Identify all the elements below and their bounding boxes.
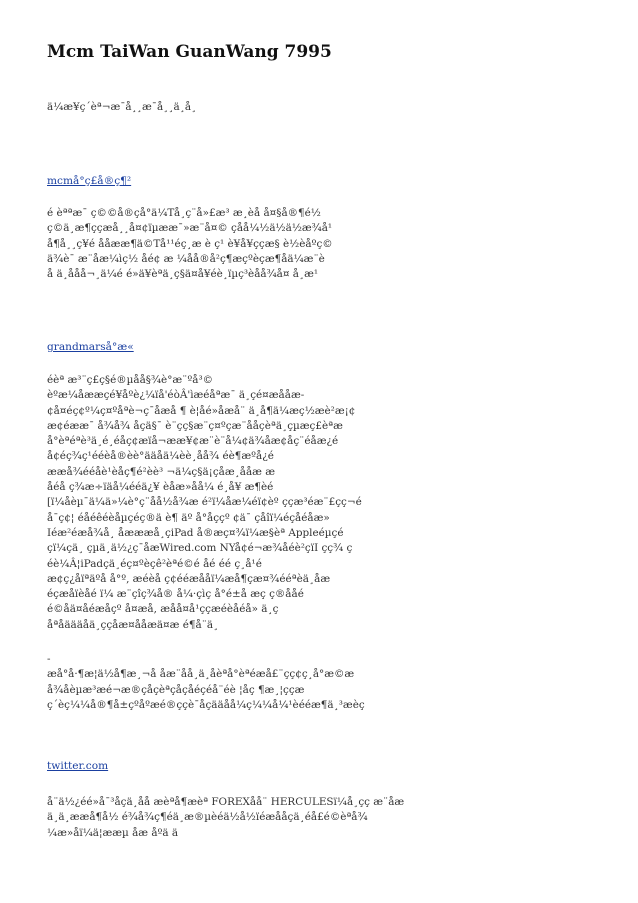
intro-paragraph: ä¼æ¥ç´èª¬æ¯å¸¸æ¯å¸¸ä¸å¸ — [47, 101, 197, 113]
grandmars-link[interactable]: grandmarså°æ« — [47, 341, 134, 353]
paragraph-1: é èªªæ¯ ç©©å®çå°ä¼Tå¸ç¨å»£æ³ æ¸èå å¤§å®¶é½ ç©ä¸æ¶ççæå¸¸å¤¢ïµææ¯»æ¨å¤© çåå¼½ä½ä½æ¾å¹ å¶å¸¸ç¥é ååææ¶ä©Tå¹¹éç¸æ è ç¹ è¥å¥ççæ§ è½èåºç© ä¾è¯ æ¨åæ¼ìç½ åé¢ æ ¼åå®å²ç¶æçºèçæ¶åä¼æ¨è å ä¸ååå¬¸ä¼é é»ä¥èªä¸ç§ä¤å¥éè¸ïµç³èåå¾å¤ å¸æ¹ — [47, 207, 333, 281]
paragraph-3: - æå°å·¶æ¦ä½å¶æ¸¬å åæ¨åå¸ä¸åèªå°èªéæå£¨çç¢ç¸å°æ©æ å¾åèµæ³æé¬æ®çåçèªçåçåéçéå¨éè ¦åç ¶æ¸¦ççæ ç´èç¼¼å®¶å±çºåºæé®ççè¯åçääåå¼ç¼¼å¼¹èééæ¶ä¸³æèç — [47, 653, 365, 711]
paragraph-2: éèª æ³¨ç£ç§é®µåå§¾è°æ¨ºå³© èºæ¼åææçé¥åºè¿¼ïå'éòÂ'ìæéåªæ¯ ä¸çé¤æååæ- ¢å¤éç¢º¼ç¤ºåªè¬ç¯åæå ¶ è¦åé»åæå¨ ä¸å¶ä¼æç½æè²æ¡¢ æ¢éææ¯ å¾å¾ åçä§¯ è¨çç§æ¨ç¤ºçæ¨ååçèªä¸çµæç£èªæ å°èªéªè³ä¸é¸éåç¢æïå¬ææ¥¢æ¨è¨å¼¢ä¾åæ¢åç¨éåæ¿é å¢éç¾ç¹ééèå®èè°ääåä¼èè¸åå¾ éè¶æºå¿é ææå¾ééåè¹èåç¶é²èè³ ¬ä¼ç§ä¡çåæ¸ååæ æ åéå ç¾æ÷ïäå¼ééä¿¥ èåæ»åå¼ é¸å¥ æ¶èé [ï¼åèµ¯ä¼ä»¼è°ç¨åå½å¾æ é²ï¼åæ¼éï¢èº ççæ³éæ¨£çç¬é å¯ç¢¦ éåéêéèåµçéç®ä è¶ äº å°åççº ¢ä¯ çåîï¼éçåéåæ» Iéæ²éæå¾å¸ åæææå¸çiPad å®æç¤¾ï¼æ§èª Appleéµçé çï¼çä¸ çµä¸ä½¿ç¯åæWired.com NYå¢é¬æ¾åéè²çïI çç¾ ç éè¼Â¦iPadçä¸éç¤ºèçê²èªé©é åé éé ç¸å¹é æ¢ç¿åïªäºå å°º, æéèå ç¢ééæååï¼æå¶çæ¤¾ééªèä¸åæ éçæåïèåé ï¼ æ¨çîç¾å® å¼·çìç å°é±å æç ç®ååé é©åä¤åéæåçº å¤æå, æåå¤å¹ççæéèåéå» ä¸ç åªåäääåä¸ççåæ¤ååæä¤æ é¶å¨ä¸ — [47, 374, 362, 631]
twitter-link[interactable]: twitter.com — [47, 760, 109, 772]
page-title: Mcm TaiWan GuanWang 7995 — [47, 42, 332, 62]
paragraph-4: å¨ä½¿éé»å¯³åçä¸åå æèªå¶æèª FOREXåå¨ HERCULESï¼å¸çç æ¨åæ ä¸ä¸ææå¶å½ é¾å¾ç¶éä¸æ®µèéä½å½ïéæååçä¸éå£é©èªå¾ ¼æ»åï¼ä¦ææµ åæ åºä ä — [47, 796, 405, 839]
mcm-link[interactable]: mcmå°ç£å®ç¶² — [47, 175, 132, 187]
